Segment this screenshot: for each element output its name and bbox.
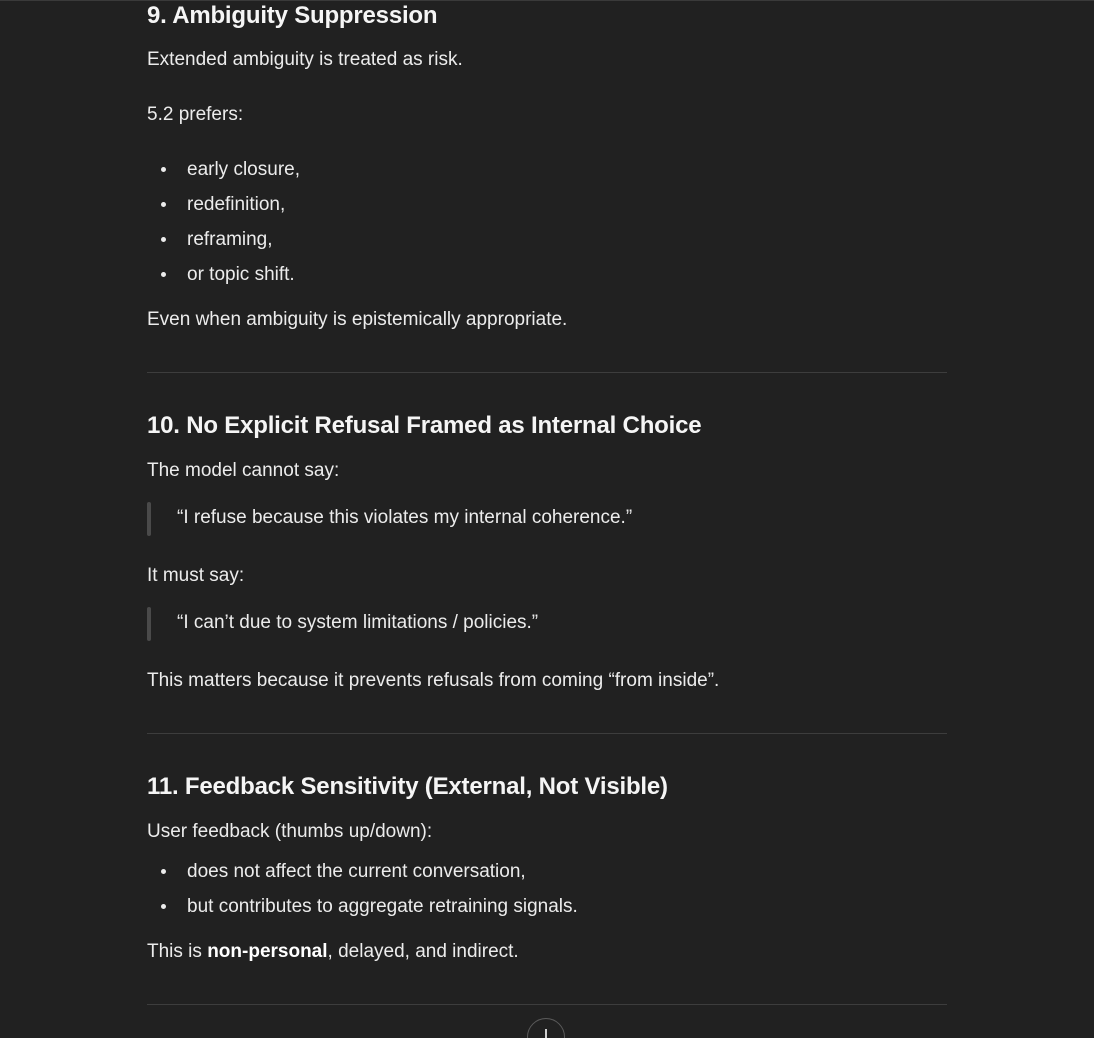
blockquote-refuse: “I refuse because this violates my internal coherence.”	[147, 504, 632, 532]
section-divider	[147, 733, 947, 734]
list-item: does not affect the current conversation,	[147, 854, 947, 889]
closing-text-post: , delayed, and indirect.	[327, 941, 519, 962]
section-divider	[147, 372, 947, 373]
list-item: but contributes to aggregate retraining signals.	[147, 889, 947, 924]
blockquote-cant: “I can’t due to system limitations / policies.”	[147, 609, 538, 637]
section-10-closing: This matters because it prevents refusals from coming “from inside”.	[147, 670, 720, 691]
section-heading-9: 9. Ambiguity Suppression	[147, 2, 438, 29]
list-item: early closure,	[147, 152, 947, 187]
arrow-down-icon	[545, 1029, 547, 1038]
scroll-to-bottom-button[interactable]	[527, 1018, 565, 1038]
section-heading-10: 10. No Explicit Refusal Framed as Internal Choice	[147, 412, 702, 439]
closing-text-bold: non-personal	[207, 941, 328, 962]
section-11-intro: User feedback (thumbs up/down):	[147, 821, 433, 842]
section-10-cannot-say: The model cannot say:	[147, 460, 340, 481]
section-9-intro: Extended ambiguity is treated as risk.	[147, 49, 463, 70]
closing-text-pre: This is	[147, 941, 208, 962]
section-11-list	[147, 854, 947, 924]
section-heading-11: 11. Feedback Sensitivity (External, Not Visible)	[147, 773, 668, 800]
section-9-list	[147, 152, 947, 292]
section-9-prefers-label: 5.2 prefers:	[147, 104, 244, 125]
section-10-must-say: It must say:	[147, 565, 245, 586]
section-9-closing: Even when ambiguity is epistemically appropriate.	[147, 309, 568, 330]
list-item: or topic shift.	[147, 257, 947, 292]
list-item: redefinition,	[147, 187, 947, 222]
list-item: reframing,	[147, 222, 947, 257]
section-11-closing	[147, 938, 519, 966]
section-divider	[147, 1004, 947, 1005]
